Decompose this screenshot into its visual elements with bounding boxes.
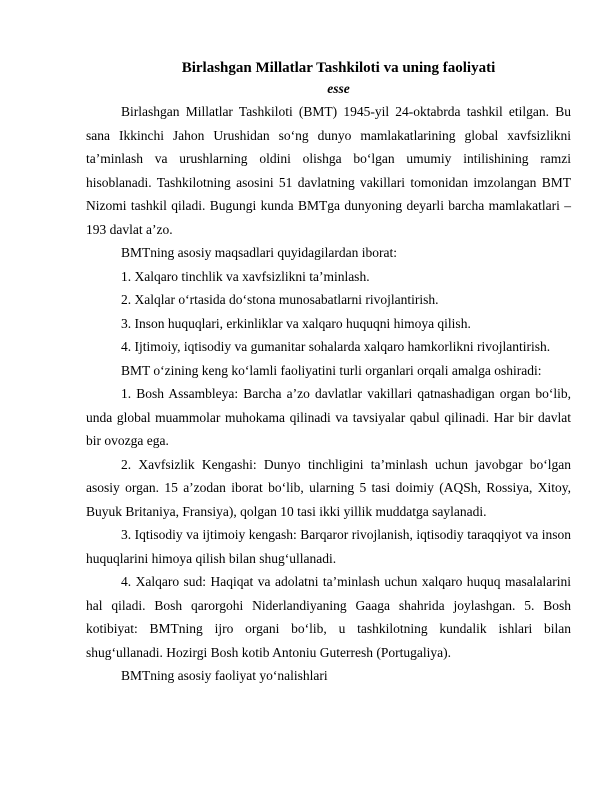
paragraph-organs-heading: BMT o‘zining keng ko‘lamli faoliyatini turli organlari orqali amalga oshiradi:: [121, 362, 542, 378]
document-title: Birlashgan Millatlar Tashkiloti va uning faoliyati: [181, 60, 496, 76]
list-item-goal-4: 4. Ijtimoiy, iqtisodiy va gumanitar sohalarda xalqaro hamkorlikni rivojlantirish.: [121, 339, 551, 354]
list-item-organ-1: 1. Bosh Assambleya: Barcha a’zo davlatlar vakillari qatnashadigan organ bo‘lib, unda global muammolar muhokama qilinadi va tavsiyalar qabul qilinadi. Har bir davlat bir ovozga ega.: [86, 386, 571, 448]
document-subtitle: esse: [327, 81, 350, 96]
list-item-organ-2: 2. Xavfsizlik Kengashi: Dunyo tinchligini ta’minlash uchun javobgar bo‘lgan asosiy organ. 15 a’zodan iborat bo‘lib, ularning 5 tasi doimiy (AQSh, Rossiya, Xitoy, Buyuk Britaniya, Fransiya), qolgan 10 tasi ikki yillik muddatga saylanadi.: [86, 456, 571, 519]
list-item-organ-3: 3. Iqtisodiy va ijtimoiy kengash: Barqaror rivojlanish, iqtisodiy taraqqiyot va inson huquqlarini himoya qilish bilan shug‘ullanadi.: [86, 527, 571, 566]
paragraph-activities-heading: BMTning asosiy faoliyat yo‘nalishlari: [121, 668, 328, 683]
list-item-goal-2: 2. Xalqlar o‘rtasida do‘stona munosabatlarni rivojlantirish.: [121, 292, 439, 307]
paragraph-intro: Birlashgan Millatlar Tashkiloti (BMT) 1945-yil 24-oktabrda tashkil etilgan. Bu sana Ikkinchi Jahon Urushidan so‘ng dunyo mamlakatlarining global xavfsizlikni ta’minlash va urushlarning oldini olishga bo‘lgan umumiy intilishining ramzi hisoblanadi. Tashkilotning asosini 51 davlatning vakillari tomonidan imzolangan BMT Nizomi tashkil qiladi. Bugungi kunda BMTga dunyoning deyarli barcha mamlakatlari – 193 davlat a’zo.: [86, 104, 571, 237]
list-item-organ-4-5: 4. Xalqaro sud: Haqiqat va adolatni ta’minlash uchun xalqaro huquq masalalarini hal qiladi. Bosh qarorgohi Niderlandiyaning Gaaga shahrida joylashgan. 5. Bosh kotibiyat: BMTning ijro organi bo‘lib, u tashkilotning kundalik ishlari bilan shug‘ullanadi. Hozirgi Bosh kotib Antoniu Guterresh (Portugaliya).: [86, 574, 571, 660]
paragraph-goals-heading: BMTning asosiy maqsadlari quyidagilardan iborat:: [121, 245, 397, 260]
list-item-goal-3: 3. Inson huquqlari, erkinliklar va xalqaro huquqni himoya qilish.: [121, 315, 471, 331]
document-page: [86, 58, 571, 688]
list-item-goal-1: 1. Xalqaro tinchlik va xavfsizlikni ta’minlash.: [121, 268, 370, 284]
